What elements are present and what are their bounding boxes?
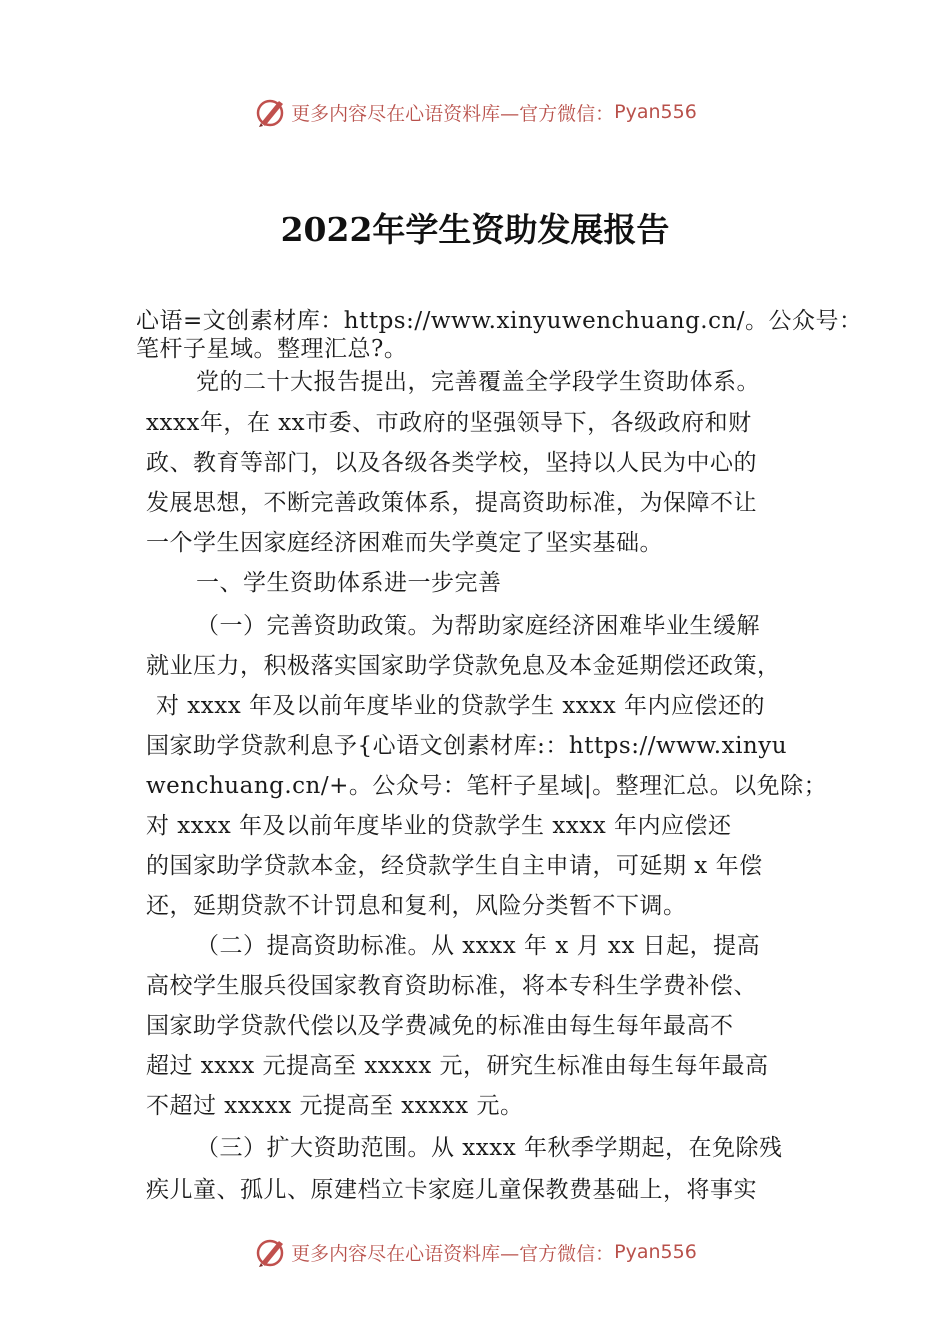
text-line: wenchuang.cn/+。公众号：笔杆子星域|。整理汇总。以免除；: [146, 773, 828, 799]
text-line: 高校学生服兵役国家教育资助标准，将本专科生学费补偿、: [146, 973, 757, 999]
document-title: 2022年学生资助发展报告: [280, 210, 670, 249]
text-line: （二）提高资助标准。从 xxxx 年 x 月 xx 日起，提高: [196, 933, 761, 959]
banner-wechat-id: Pyan556: [614, 101, 697, 123]
text-line: 疾儿童、孤儿、原建档立卡家庭儿童保教费基础上，将事实: [146, 1177, 757, 1203]
text-line: 发展思想，不断完善政策体系，提高资助标准，为保障不让: [146, 490, 757, 516]
text-line: 对 xxxx 年及以前年度毕业的贷款学生 xxxx 年内应偿还的: [156, 693, 766, 719]
section-heading: 一、学生资助体系进一步完善: [196, 570, 502, 596]
pen-logo-icon: [253, 95, 287, 129]
text-line: 对 xxxx 年及以前年度毕业的贷款学生 xxxx 年内应偿还: [146, 813, 732, 839]
text-line: 笔杆子星域。整理汇总?。: [136, 336, 408, 362]
banner-text: 更多内容尽在心语资料库—官方微信：: [291, 1242, 615, 1265]
text-line: （三）扩大资助范围。从 xxxx 年秋季学期起，在免除残: [196, 1135, 783, 1161]
text-line: 超过 xxxx 元提高至 xxxxx 元，研究生标准由每生每年最高: [146, 1053, 769, 1079]
text-line: （一）完善资助政策。为帮助家庭经济困难毕业生缓解: [196, 613, 760, 639]
banner-text: 更多内容尽在心语资料库—官方微信：: [291, 102, 615, 125]
text-line: xxxx年，在 xx市委、市政府的坚强领导下，各级政府和财: [146, 410, 752, 436]
text-line: 还，延期贷款不计罚息和复利，风险分类暂不下调。: [146, 893, 687, 919]
text-line: 的国家助学贷款本金，经贷款学生自主申请，可延期 x 年偿: [146, 853, 763, 879]
footer-banner: [0, 1232, 950, 1272]
text-line: 党的二十大报告提出，完善覆盖全学段学生资助体系。: [196, 369, 760, 395]
text-line: 国家助学贷款利息予{心语文创素材库:：https://www.xinyu: [146, 733, 788, 759]
banner-wechat-id: Pyan556: [614, 1241, 697, 1263]
pen-logo-icon: [253, 1235, 287, 1269]
text-line: 国家助学贷款代偿以及学费减免的标准由每生每年最高不: [146, 1013, 734, 1039]
text-line: 政、教育等部门，以及各级各类学校，坚持以人民为中心的: [146, 450, 757, 476]
text-line: 就业压力，积极落实国家助学贷款免息及本金延期偿还政策，: [146, 653, 781, 679]
text-line: 心语=文创素材库：https://www.xinyuwenchuang.cn/。公众号：: [136, 308, 863, 334]
text-line: 一个学生因家庭经济困难而失学奠定了坚实基础。: [146, 530, 663, 556]
header-banner: [0, 92, 950, 132]
text-line: 不超过 xxxxx 元提高至 xxxxx 元。: [146, 1093, 524, 1119]
